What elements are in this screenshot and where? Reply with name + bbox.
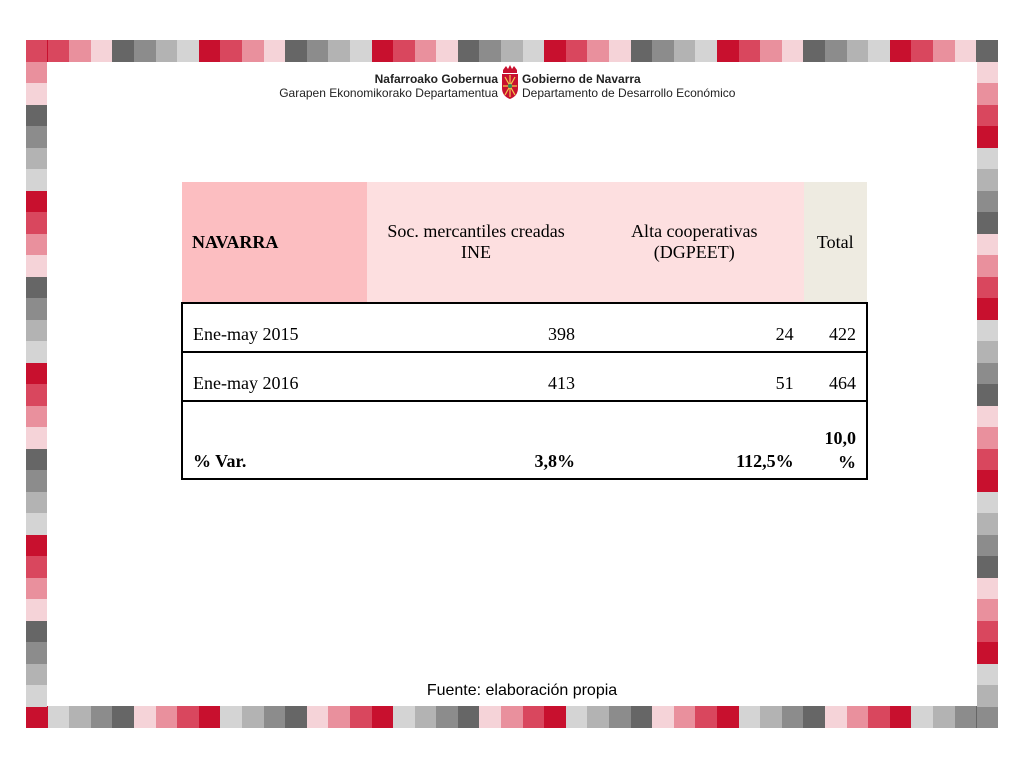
border-tile [631, 706, 653, 728]
border-tile [134, 706, 156, 728]
border-tile [674, 706, 696, 728]
border-tile [977, 234, 998, 256]
logo-right-line1: Gobierno de Navarra [522, 72, 641, 86]
border-tile [523, 706, 545, 728]
border-tile [501, 40, 523, 62]
border-tile [523, 40, 545, 62]
border-tile [977, 427, 998, 449]
border-tile [220, 40, 242, 62]
row-label: Ene-may 2015 [182, 303, 367, 352]
border-tile [544, 40, 566, 62]
border-tile [26, 599, 47, 621]
border-tile [69, 706, 91, 728]
border-tile [609, 706, 631, 728]
border-tile [26, 83, 47, 105]
border-tile [933, 706, 955, 728]
border-tile [156, 706, 178, 728]
companies-table [181, 182, 868, 480]
border-tile [977, 320, 998, 342]
border-tile [436, 40, 458, 62]
government-logo [270, 64, 750, 104]
border-tile [782, 706, 804, 728]
border-tile [587, 706, 609, 728]
table-header-row [182, 182, 867, 303]
border-tile [199, 706, 221, 728]
table-row [182, 352, 867, 401]
border-tile [156, 40, 178, 62]
border-tile [436, 706, 458, 728]
decorative-border-top [26, 40, 998, 62]
source-note: Fuente: elaboración propia [426, 682, 618, 699]
border-tile [955, 40, 977, 62]
border-tile [825, 706, 847, 728]
var-total: 10,0 % [804, 401, 867, 479]
border-tile [847, 706, 869, 728]
border-tile [26, 40, 47, 62]
border-tile [977, 406, 998, 428]
border-tile [26, 148, 47, 170]
border-tile [977, 298, 998, 320]
border-tile [328, 706, 350, 728]
border-tile [803, 706, 825, 728]
border-tile [631, 40, 653, 62]
border-tile [26, 578, 47, 600]
cell-cooperativas: 24 [585, 303, 804, 352]
border-tile [695, 40, 717, 62]
border-tile [26, 513, 47, 535]
border-tile [26, 234, 47, 256]
border-tile [26, 427, 47, 449]
border-tile [977, 105, 998, 127]
cell-mercantiles: 398 [367, 303, 585, 352]
border-tile [91, 40, 113, 62]
border-tile [285, 706, 307, 728]
border-tile [739, 706, 761, 728]
logo-basque-text [279, 72, 498, 100]
border-tile [566, 706, 588, 728]
border-tile [695, 706, 717, 728]
border-tile [977, 384, 998, 406]
cell-cooperativas: 51 [585, 352, 804, 401]
border-tile [393, 40, 415, 62]
border-tile [977, 513, 998, 535]
border-tile [825, 40, 847, 62]
border-tile [415, 706, 437, 728]
var-cooperativas: 112,5% [585, 401, 804, 479]
border-tile [955, 706, 977, 728]
border-tile [760, 40, 782, 62]
border-tile [977, 83, 998, 105]
border-tile [911, 40, 933, 62]
border-tile [977, 578, 998, 600]
border-tile [717, 40, 739, 62]
logo-left-line2: Garapen Ekonomikorako Departamentua [279, 86, 498, 100]
border-tile [566, 40, 588, 62]
border-tile [26, 363, 47, 385]
border-tile [26, 492, 47, 514]
border-tile [977, 642, 998, 664]
border-tile [220, 706, 242, 728]
border-tile [977, 535, 998, 557]
border-tile [26, 277, 47, 299]
logo-right-line2: Departamento de Desarrollo Económico [522, 86, 736, 100]
border-tile [26, 642, 47, 664]
border-tile [26, 105, 47, 127]
border-tile [760, 706, 782, 728]
border-tile [350, 40, 372, 62]
border-tile [199, 40, 221, 62]
border-tile [26, 255, 47, 277]
border-tile [911, 706, 933, 728]
border-tile [350, 706, 372, 728]
border-tile [242, 40, 264, 62]
cell-total: 464 [804, 352, 867, 401]
border-tile [977, 277, 998, 299]
var-mercantiles: 3,8% [367, 401, 585, 479]
border-tile [977, 148, 998, 170]
navarra-crest-icon [500, 64, 520, 100]
border-tile [26, 556, 47, 578]
border-tile [782, 40, 804, 62]
border-tile [177, 706, 199, 728]
border-tile [415, 40, 437, 62]
border-tile [26, 298, 47, 320]
variation-row [182, 401, 867, 479]
border-tile [977, 212, 998, 234]
decorative-border-left [26, 40, 47, 728]
border-tile [26, 341, 47, 363]
border-tile [977, 556, 998, 578]
border-tile [393, 706, 415, 728]
border-tile [674, 40, 696, 62]
border-tile [264, 706, 286, 728]
table-row [182, 303, 867, 352]
border-tile [69, 40, 91, 62]
var-label: % Var. [182, 401, 367, 479]
border-tile [977, 449, 998, 471]
decorative-border-right [977, 40, 998, 728]
border-tile [307, 40, 329, 62]
border-tile [868, 40, 890, 62]
border-tile [458, 706, 480, 728]
border-tile [372, 40, 394, 62]
border-tile [458, 40, 480, 62]
border-tile [26, 384, 47, 406]
border-tile [112, 706, 134, 728]
border-tile [977, 363, 998, 385]
border-tile [977, 62, 998, 84]
border-tile [307, 706, 329, 728]
decorative-border-bottom [26, 706, 998, 728]
row-label: Ene-may 2016 [182, 352, 367, 401]
border-tile [868, 706, 890, 728]
cell-mercantiles: 413 [367, 352, 585, 401]
border-tile [372, 706, 394, 728]
border-tile [264, 40, 286, 62]
border-tile [977, 191, 998, 213]
header-cooperativas: Alta cooperativas (DGPEET) [585, 182, 804, 303]
border-tile [977, 621, 998, 643]
border-tile [652, 40, 674, 62]
border-tile [977, 40, 998, 62]
border-tile [501, 706, 523, 728]
header-total: Total [804, 182, 867, 303]
border-tile [977, 707, 998, 729]
border-tile [26, 449, 47, 471]
border-tile [26, 535, 47, 557]
border-tile [739, 40, 761, 62]
border-tile [977, 169, 998, 191]
border-tile [803, 40, 825, 62]
border-tile [26, 470, 47, 492]
border-tile [609, 40, 631, 62]
border-tile [134, 40, 156, 62]
border-tile [890, 706, 912, 728]
border-tile [285, 40, 307, 62]
border-tile [479, 706, 501, 728]
header-mercantiles: Soc. mercantiles creadas INE [367, 182, 585, 303]
border-tile [26, 707, 47, 729]
border-tile [177, 40, 199, 62]
border-tile [242, 706, 264, 728]
header-navarra: NAVARRA [182, 182, 367, 303]
border-tile [544, 706, 566, 728]
border-tile [26, 126, 47, 148]
border-tile [26, 320, 47, 342]
border-tile [977, 126, 998, 148]
logo-left-line1: Nafarroako Gobernua [374, 72, 498, 86]
border-tile [48, 706, 70, 728]
border-tile [717, 706, 739, 728]
border-tile [890, 40, 912, 62]
border-tile [652, 706, 674, 728]
border-tile [26, 406, 47, 428]
border-tile [587, 40, 609, 62]
border-tile [26, 621, 47, 643]
border-tile [91, 706, 113, 728]
border-tile [977, 470, 998, 492]
border-tile [26, 212, 47, 234]
logo-spanish-text [522, 72, 735, 100]
border-tile [977, 492, 998, 514]
border-tile [48, 40, 70, 62]
border-tile [977, 255, 998, 277]
border-tile [847, 40, 869, 62]
border-tile [112, 40, 134, 62]
border-tile [26, 191, 47, 213]
border-tile [328, 40, 350, 62]
border-tile [977, 599, 998, 621]
cell-total: 422 [804, 303, 867, 352]
border-tile [933, 40, 955, 62]
border-tile [479, 40, 501, 62]
border-tile [26, 169, 47, 191]
border-tile [977, 341, 998, 363]
border-tile [26, 62, 47, 84]
